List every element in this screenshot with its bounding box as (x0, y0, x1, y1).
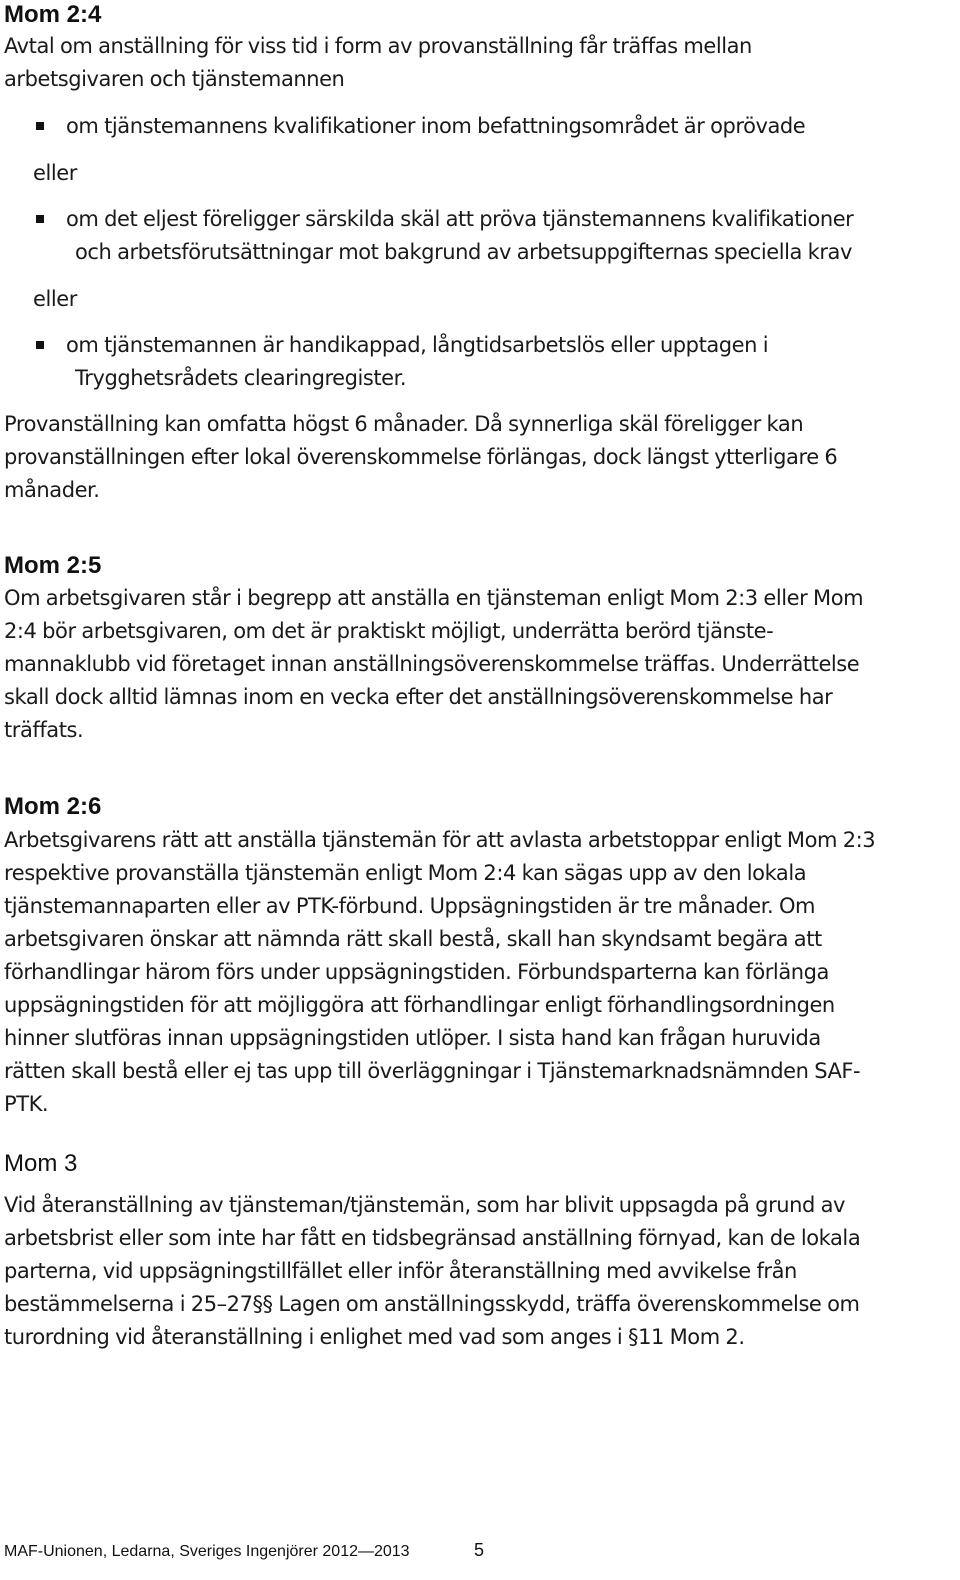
text-line: arbetsbrist eller som inte har fått en tidsbegränsad anställning förnyad, kan de lokala (4, 1226, 861, 1250)
text-line: uppsägningstiden för att möjliggöra att förhandlingar enligt förhandlingsordningen (4, 993, 835, 1017)
mom-2-4-intro (4, 30, 959, 96)
text-line: bestämmelserna i 25–27§§ Lagen om anställningsskydd, träffa överenskommelse om (4, 1292, 860, 1316)
text-line: förhandlingar härom förs under uppsägningstiden. Förbundsparterna kan förlänga (4, 960, 829, 984)
bullet-line: och arbetsförutsättningar mot bakgrund av arbetsuppgifternas speciella krav (75, 240, 852, 264)
bullet-line: om tjänstemannens kvalifikationer inom befattningsområdet är oprövade (66, 114, 806, 138)
page-footer: MAF-Unionen, Ledarna, Sveriges Ingenjörer 2012—2013 (4, 1543, 410, 1560)
bullet-line: om det eljest föreligger särskilda skäl att pröva tjänstemannens kvalifikationer (66, 207, 854, 231)
text-line: träffats. (4, 718, 84, 742)
section-heading-mom-2-6: Mom 2:6 (4, 793, 102, 820)
connector-eller: eller (33, 161, 77, 185)
mom-2-4-closing (4, 408, 959, 507)
text-line: skall dock alltid lämnas inom en vecka efter det anställningsöverenskommelse har (4, 685, 833, 709)
text-line: Arbetsgivarens rätt att anställa tjänstemän för att avlasta arbetstoppar enligt Mom 2:3 (4, 828, 876, 852)
section-heading-mom-2-5: Mom 2:5 (4, 552, 102, 579)
section-heading-mom-3: Mom 3 (4, 1150, 78, 1177)
text-line: mannaklubb vid företaget innan anställningsöverenskommelse träffas. Underrättelse (4, 652, 860, 676)
text-line: tjänstemannaparten eller av PTK-förbund. Uppsägningstiden är tre månader. Om (4, 894, 816, 918)
bullet-line: Trygghetsrådets clearingregister. (75, 366, 407, 390)
mom-3-body (4, 1189, 959, 1354)
text-line: hinner slutföras innan uppsägningstiden utlöper. I sista hand kan frågan huruvida (4, 1026, 821, 1050)
square-bullet-icon (36, 341, 44, 349)
text-line: arbetsgivaren önskar att nämnda rätt skall bestå, skall han skyndsamt begära att (4, 927, 822, 951)
square-bullet-icon (36, 215, 44, 223)
text-line: Provanställning kan omfatta högst 6 månader. Då synnerliga skäl föreligger kan (4, 412, 804, 436)
text-line: arbetsgivaren och tjänstemannen (4, 67, 345, 91)
text-line: respektive provanställa tjänstemän enligt Mom 2:4 kan sägas upp av den lokala (4, 861, 807, 885)
section-heading-mom-2-4: Mom 2:4 (4, 1, 102, 28)
text-line: provanställningen efter lokal överenskommelse förlängas, dock längst ytterligare 6 (4, 445, 838, 469)
bullet-line: om tjänstemannen är handikappad, långtidsarbetslös eller upptagen i (66, 333, 769, 357)
text-line: Avtal om anställning för viss tid i form av provanställning får träffas mellan (4, 34, 752, 58)
page-number: 5 (474, 1540, 485, 1560)
text-line: turordning vid återanställning i enlighet med vad som anges i §11 Mom 2. (4, 1325, 745, 1349)
connector-eller: eller (33, 287, 77, 311)
text-line: månader. (4, 478, 100, 502)
text-line: parterna, vid uppsägningstillfället eller inför återanställning med avvikelse från (4, 1259, 797, 1283)
square-bullet-icon (36, 122, 44, 130)
text-line: 2:4 bör arbetsgivaren, om det är praktiskt möjligt, underrätta berörd tjänste- (4, 619, 774, 643)
text-line: Vid återanställning av tjänsteman/tjänstemän, som har blivit uppsagda på grund av (4, 1193, 845, 1217)
text-line: Om arbetsgivaren står i begrepp att anställa en tjänsteman enligt Mom 2:3 eller Mom (4, 586, 864, 610)
mom-2-5-body (4, 582, 959, 747)
text-line: PTK. (4, 1092, 49, 1116)
text-line: rätten skall bestå eller ej tas upp till överläggningar i Tjänstemarknadsnämnden SAF- (4, 1059, 861, 1083)
mom-2-6-body (4, 824, 959, 1121)
